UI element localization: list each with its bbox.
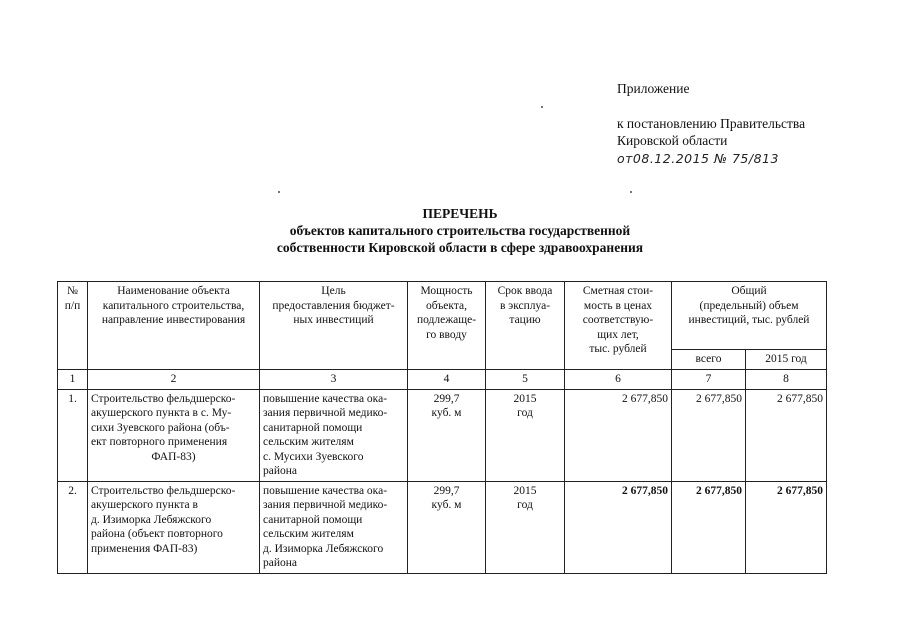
column-number: 4 [408,370,486,390]
column-number-row [58,370,827,390]
column-number: 8 [746,370,827,390]
capital-construction-table [57,281,827,574]
header-total-investment: Общий (предельный) объем инвестиций, тыс. рублей [672,282,827,350]
column-number: 2 [88,370,260,390]
table-row [58,481,827,573]
investment-goal-cell: повышение качества ока- зания первичной медико- санитарной помощи сельским жителям с. Мусихи Зуевского района [260,389,408,481]
column-number: 1 [58,370,88,390]
row-number: 1. [58,389,88,481]
total-all-cell: 2 677,850 [672,389,746,481]
appendix-header [617,80,805,167]
object-name-cell: Строительство фельдшерско- акушерского пункта в с. Му- сихи Зуевского района (объ- ект повторного применения ФАП-83) [88,389,260,481]
header-num: № п/п [58,282,88,370]
header-total-2015: 2015 год [746,350,827,370]
scan-speck [278,191,280,193]
appendix-region-line: Кировской области [617,133,728,148]
header-total-all: всего [672,350,746,370]
appendix-label: Приложение [617,81,690,96]
object-name-cell: Строительство фельдшерско- акушерского пункта в д. Изиморка Лебяжского района (объект повторного применения ФАП-83) [88,481,260,573]
column-number: 5 [486,370,565,390]
estimated-cost-cell: 2 677,850 [565,389,672,481]
header-investment-goal: Цель предоставления бюджет- ных инвестиций [260,282,408,370]
total-2015-cell: 2 677,850 [746,481,827,573]
header-commission-term: Срок ввода в эксплуа- тацию [486,282,565,370]
header-estimated-cost: Сметная стои- мость в ценах соответствую- щих лет, тыс. рублей [565,282,672,370]
capacity-cell: 299,7 куб. м [408,481,486,573]
total-all-cell: 2 677,850 [672,481,746,573]
row-number: 2. [58,481,88,573]
appendix-date-number: от08.12.2015 № 75/813 [617,150,779,166]
title-subheading-2: собственности Кировской области в сфере здравоохранения [276,240,644,255]
total-2015-cell: 2 677,850 [746,389,827,481]
estimated-cost-cell: 2 677,850 [565,481,672,573]
table-row [58,389,827,481]
header-capacity: Мощность объекта, подлежаще- го вводу [408,282,486,370]
column-number: 3 [260,370,408,390]
commission-term-cell: 2015 год [486,481,565,573]
document-title [240,205,680,256]
scan-speck [630,191,632,193]
header-object-name: Наименование объекта капитального строительства, направление инвестирования [88,282,260,370]
title-subheading-1: объектов капитального строительства государственной [289,223,631,238]
appendix-decree-line: к постановлению Правительства [617,115,806,131]
title-heading: ПЕРЕЧЕНЬ [422,206,498,221]
scan-speck [541,106,543,108]
column-number: 7 [672,370,746,390]
investment-goal-cell: повышение качества ока- зания первичной медико- санитарной помощи сельским жителям д. Изиморка Лебяжского района [260,481,408,573]
commission-term-cell: 2015 год [486,389,565,481]
column-number: 6 [565,370,672,390]
capacity-cell: 299,7 куб. м [408,389,486,481]
